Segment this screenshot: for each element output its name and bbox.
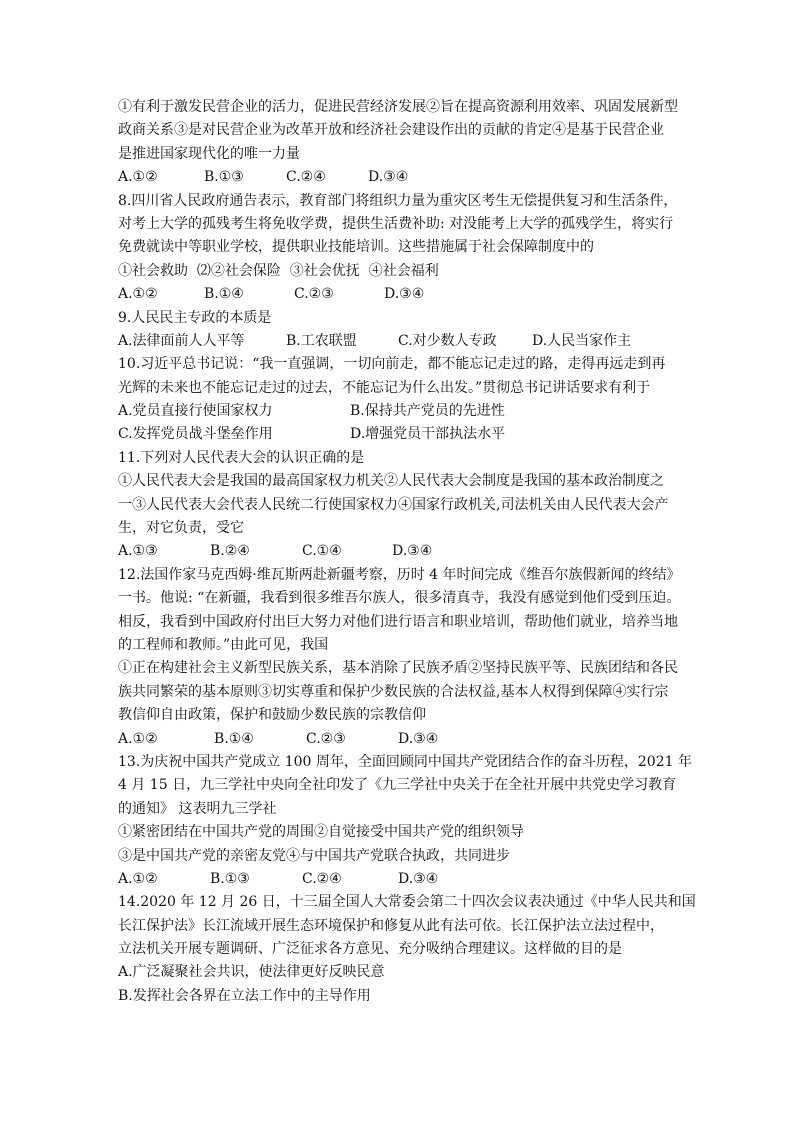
options-row [118,728,678,751]
question-8 [118,190,678,307]
option-d[interactable]: D.增强党员干部执法水平 [350,426,506,443]
option-b[interactable]: B.②④ [210,543,250,560]
option-b[interactable]: B.发挥社会各界在立法工作中的主导作用 [118,987,371,1004]
option-a[interactable]: A.①② [118,169,158,186]
question-stem-line: 光辉的未来也不能忘记走过的过去，不能忘记为什么出发。”贯彻总书记讲话要求有利于 [118,379,651,396]
question-stem-line: 长江保护法》长江流域开展生态环境保护和修复从此有法可依。长江保护法立法过程中， [118,917,664,934]
option-b[interactable]: B.①④ [204,286,244,303]
options-row [118,423,678,446]
question-stem-line: 12.法国作家马克西姆·维瓦斯两赴新疆考察，历时 4 年时间完成《维吾尔族假新闻的终结》 [118,566,681,583]
option-d[interactable]: D.③④ [368,169,409,186]
option-b[interactable]: B.工农联盟 [286,332,357,349]
option-c[interactable]: C.②③ [294,286,334,303]
options-row [118,283,678,306]
question-stem-line: 9.人民民主专政的本质是 [118,309,272,326]
option-d[interactable]: D.人民当家作主 [532,332,632,349]
statement-line: ①有利于激发民营企业的活力，促进民营经济发展②旨在提高资源利用效率、巩固发展新型 [118,99,678,115]
question-stem-line: 的工程师和教师。”由此可见，我国 [118,636,329,653]
statement-line: ①正在构建社会主义新型民族关系，基本消除了民族矛盾②坚持民族平等、民族团结和各民 [118,660,678,677]
statement-line: ①人民代表大会是我国的最高国家权力机关②人民代表大会制度是我国的基本政治制度之 [118,473,664,490]
question-stem-line: 11.下列对人民代表大会的认识正确的是 [118,449,365,466]
option-a[interactable]: A.党员直接行使国家权力 [118,403,273,420]
question-14 [118,891,696,1008]
options-row [118,400,678,423]
question-stem-line: 一书。他说: “在新疆，我看到很多维吾尔族人，很多清真寺，我没有感觉到他们受到压迫。 [118,590,681,607]
option-c[interactable]: C.②④ [286,169,326,186]
question-10 [118,353,678,447]
options-row [118,330,678,353]
option-d[interactable]: D.③④ [392,543,433,560]
question-stem-line: 立法机关开展专题调研、广泛征求各方意见、充分吸纳合理建议。这样做的目的是 [118,941,622,958]
question-stem-line: 4 月 15 日，九三学社中央向全社印发了《九三学社中央关于在全社开展中共党史学习教育 [118,777,677,794]
option-c[interactable]: C.②③ [306,730,346,747]
option-c[interactable]: C.②④ [302,870,342,887]
option-d[interactable]: D.③④ [398,870,439,887]
question-11 [118,447,678,564]
option-a[interactable]: A.①② [118,870,158,887]
option-c[interactable]: C.发挥党员战斗堡垒作用 [118,426,273,443]
statement-line: 政商关系③是对民营企业为改革开放和经济社会建设作出的贡献的肯定④是基于民营企业 [118,122,664,139]
question-stem-line: 14.2020 年 12 月 26 日，十三届全国人大常委会第二十四次会议表决通过《中华人民共和国 [118,894,696,911]
options-row [118,166,678,189]
question-13 [118,751,692,891]
option-b[interactable]: B.保持共产党员的先进性 [350,403,505,420]
question-stem-line: 的通知》 这表明九三学社 [118,800,277,817]
options-row [118,868,678,891]
question-9 [118,307,678,354]
option-c[interactable]: C.①④ [302,543,342,560]
option-a[interactable]: A.①③ [118,543,158,560]
option-a[interactable]: A.①② [118,730,158,747]
question-stem-line: 13.为庆祝中国共产党成立 100 周年，全面回顾同中国共产党团结合作的奋斗历程，2021 年 [118,753,692,770]
statement-line: 生，对它负责，受它 [118,520,244,537]
options-row [118,540,678,563]
option-b[interactable]: B.①③ [210,870,250,887]
option-a[interactable]: A.法律面前人人平等 [118,332,245,349]
question-stem-line: 10.习近平总书记说：“我一直强调，一切向前走，都不能忘记走过的路，走得再远走到再 [118,356,666,373]
statement-line: 是推进国家现代化的唯一力量 [118,145,300,162]
option-d[interactable]: D.③④ [384,286,425,303]
question-7 [118,96,678,190]
question-stem-line: 免费就读中等职业学校，提供职业技能培训。这些措施属于社会保障制度中的 [118,239,594,256]
question-stem-line: 对考上大学的孤残考生将免收学费，提供生活费补助: 对没能考上大学的孤残学生，将实行 [118,215,674,232]
option-a[interactable]: A.①② [118,286,158,303]
option-b[interactable]: B.①③ [204,169,244,186]
statement-line: 教信仰自由政策，保护和鼓励少数民族的宗教信仰 [118,707,426,724]
option-d[interactable]: D.③④ [398,730,439,747]
statement-line: ①社会救助 ⑵②社会保险 ③社会优抚 ④社会福利 [118,262,439,279]
statement-line: ③是中国共产党的亲密友党④与中国共产党联合执政，共同进步 [118,847,510,864]
option-b[interactable]: B.①④ [214,730,254,747]
option-a[interactable]: A.广泛凝聚社会共识，使法律更好反映民意 [118,964,385,981]
question-stem-line: 8.四川省人民政府通告表示，教育部门将组织力量为重灾区考生无偿提供复习和生活条件， [118,192,678,209]
statement-line: 族共同繁荣的基本原则③切实尊重和保护少数民族的合法权益,基本人权得到保障④实行宗 [118,683,669,700]
question-stem-line: 相反，我看到中国政府付出巨大努力对他们进行语言和职业培训，帮助他们就业，培养当地 [118,613,678,630]
option-c[interactable]: C.对少数人专政 [398,332,497,349]
exam-page [118,96,696,1008]
statement-line: ①紧密团结在中国共产党的周围②自觉接受中国共产党的组织领导 [118,824,524,841]
question-12 [118,564,681,751]
statement-line: 一③人民代表大会代表人民统二行使国家权力④国家行政机关,司法机关由人民代表大会产 [118,496,669,513]
